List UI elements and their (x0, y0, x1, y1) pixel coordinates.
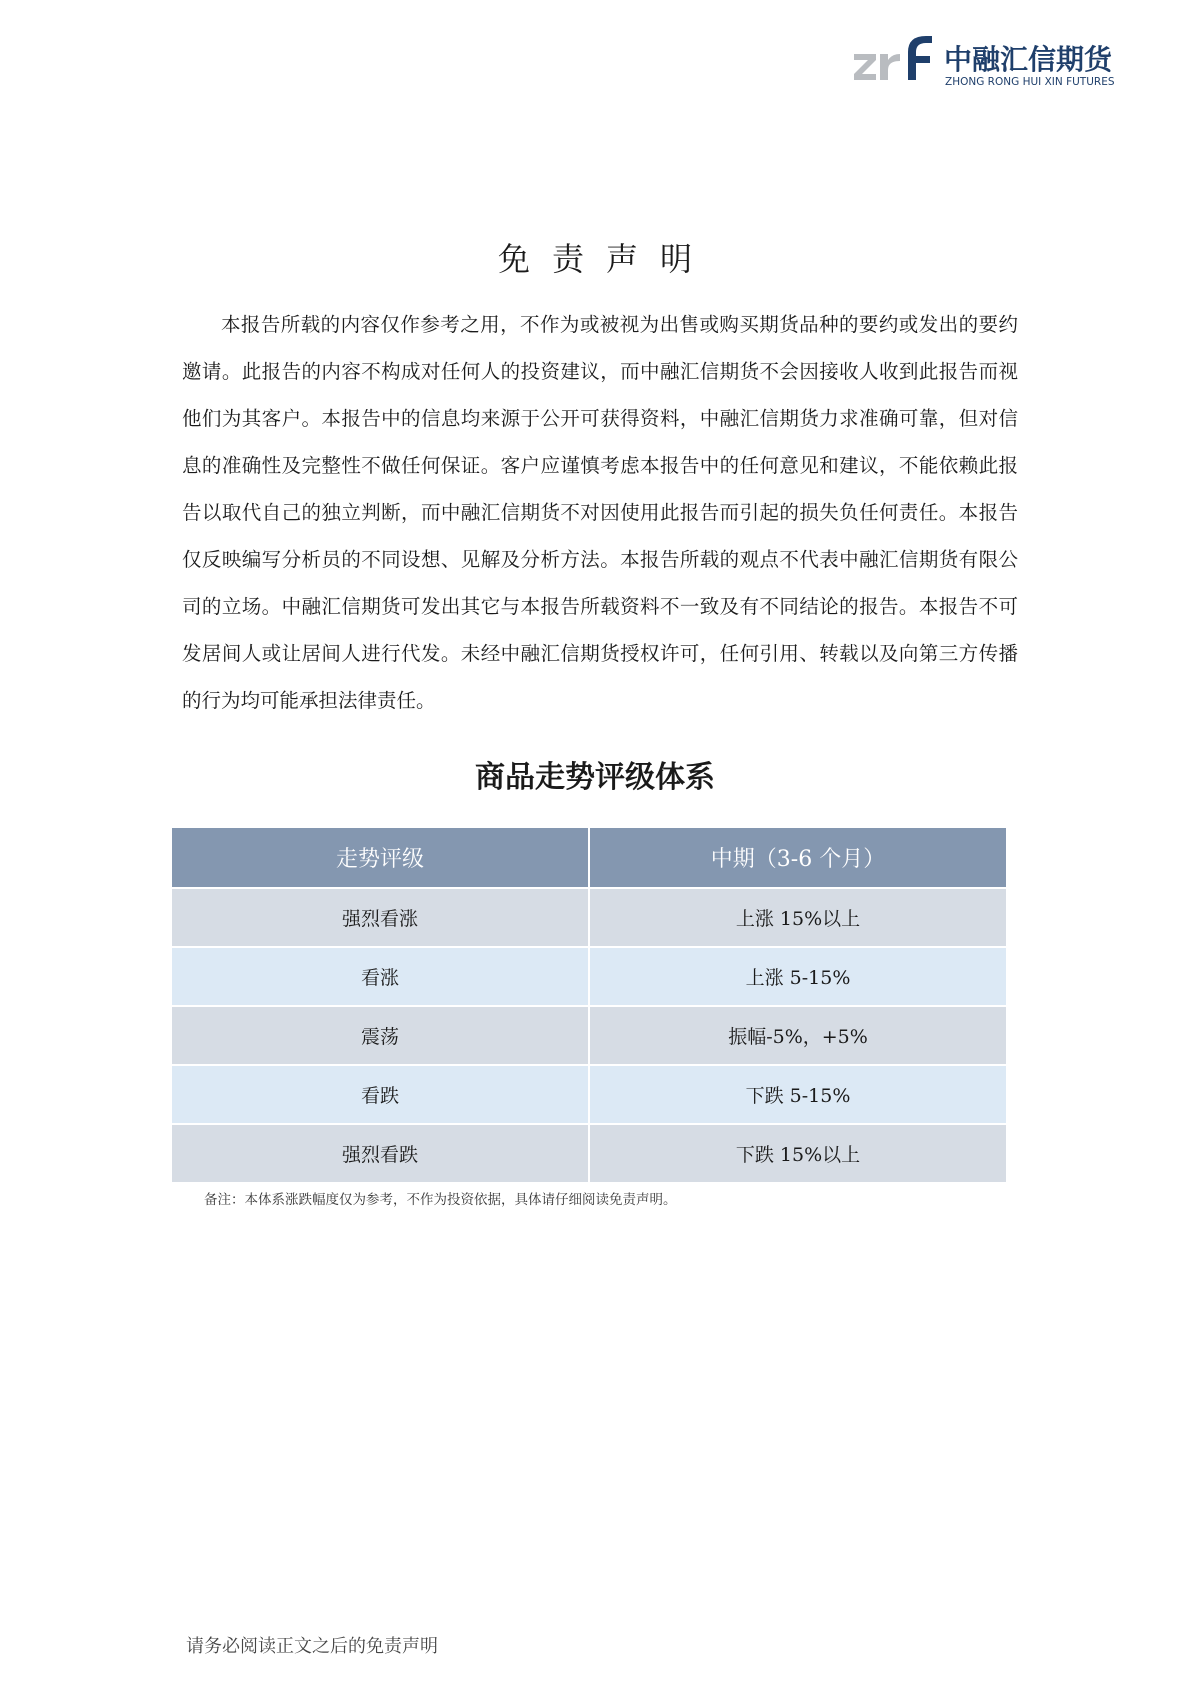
rating-cell: 强烈看跌 (171, 1124, 589, 1183)
rating-table (170, 826, 1008, 1184)
brand-name-en: ZHONG RONG HUI XIN FUTURES (945, 76, 1115, 88)
range-cell: 振幅-5%，+5% (589, 1006, 1007, 1065)
table-header-row (171, 827, 1007, 888)
range-cell: 下跌 15%以上 (589, 1124, 1007, 1183)
range-cell: 下跌 5-15% (589, 1065, 1007, 1124)
table-row (171, 1006, 1007, 1065)
table-row (171, 888, 1007, 947)
rating-cell: 强烈看涨 (171, 888, 589, 947)
disclaimer-title: 免责声明 (497, 240, 714, 278)
header-mid-term: 中期（3-6 个月） (589, 827, 1007, 888)
rating-cell: 震荡 (171, 1006, 589, 1065)
brand-name-cn: 中融汇信期货 (944, 43, 1113, 76)
table-row (171, 947, 1007, 1006)
disclaimer-section (182, 301, 1018, 724)
footer-text: 请务必阅读正文之后的免责声明 (186, 1636, 438, 1657)
range-cell: 上涨 5-15% (589, 947, 1007, 1006)
table-note: 备注：本体系涨跌幅度仅为参考，不作为投资依据，具体请仔细阅读免责声明。 (204, 1192, 677, 1208)
range-cell: 上涨 15%以上 (589, 888, 1007, 947)
table-row (171, 1124, 1007, 1183)
zrf-logo-icon (852, 30, 934, 90)
rating-cell: 看涨 (171, 947, 589, 1006)
rating-system-title: 商品走势评级体系 (475, 760, 715, 795)
company-logo (852, 30, 1122, 90)
rating-cell: 看跌 (171, 1065, 589, 1124)
table-row (171, 1065, 1007, 1124)
disclaimer-body: 本报告所载的内容仅作参考之用，不作为或被视为出售或购买期货品种的要约或发出的要约邀请。此报告的内容不构成对任何人的投资建议，而中融汇信期货不会因接收人收到此报告而视他们为其客户。本报告中的信息均来源于公开可获得资料，中融汇信期货力求准确可靠，但对信息的准确性及完整性不做任何保证。客户应谨慎考虑本报告中的任何意见和建议，不能依赖此报告以取代自己的独立判断，而中融汇信期货不对因使用此报告而引起的损失负任何责任。本报告仅反映编写分析员的不同设想、见解及分析方法。本报告所载的观点不代表中融汇信期货有限公司的立场。中融汇信期货可发出其它与本报告所载资料不一致及有不同结论的报告。本报告不可发居间人或让居间人进行代发。未经中融汇信期货授权许可，任何引用、转载以及向第三方传播的行为均可能承担法律责任。 (182, 313, 1018, 712)
header-rating: 走势评级 (171, 827, 589, 888)
